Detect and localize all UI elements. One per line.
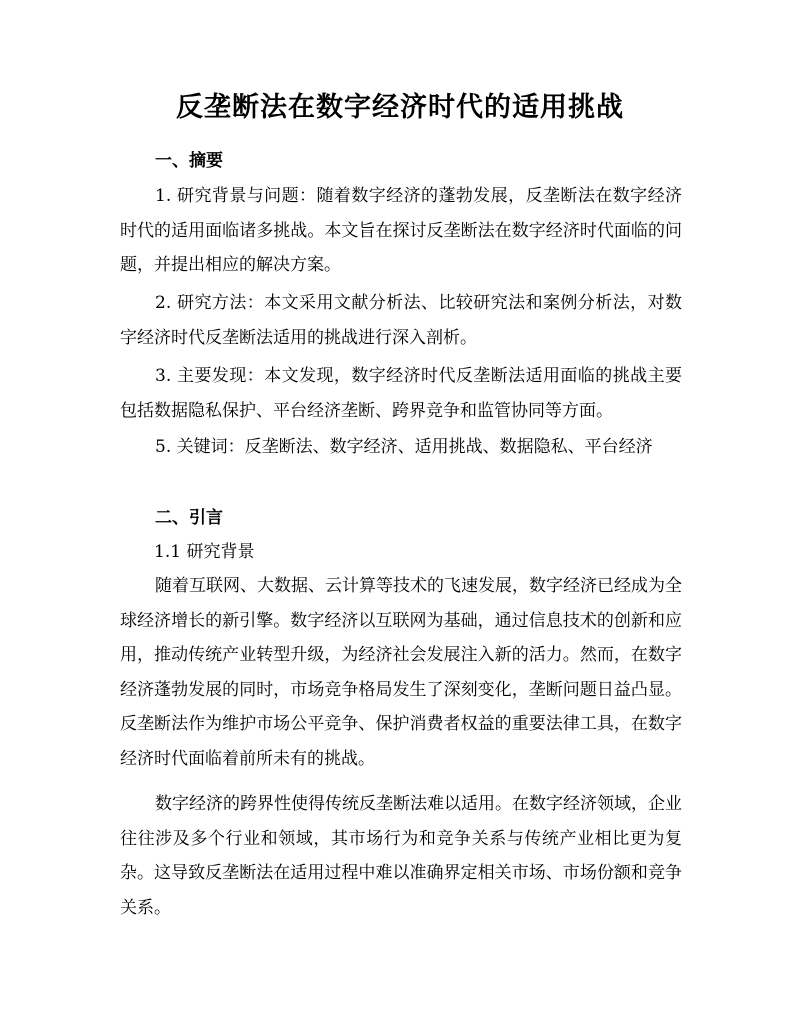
intro-paragraph-1: 随着互联网、大数据、云计算等技术的飞速发展，数字经济已经成为全球经济增长的新引擎。数字经济以互联网为基础，通过信息技术的创新和应用，推动传统产业转型升级，为经济社会发展注入新的活力。然而，在数字经济蓬勃发展的同时，市场竞争格局发生了深刻变化，垄断问题日益凸显。反垄断法作为维护市场公平竞争、保护消费者权益的重要法律工具，在数字经济时代面临着前所未有的挑战。 [120,576,682,769]
abstract-paragraph-findings: 3. 主要发现：本文发现，数字经济时代反垄断法适用面临的挑战主要包括数据隐私保护、平台经济垄断、跨界竞争和监管协同等方面。 [120,366,682,421]
document-title: 反垄断法在数字经济时代的适用挑战 [176,92,624,123]
abstract-paragraph-method: 2. 研究方法：本文采用文献分析法、比较研究法和案例分析法，对数字经济时代反垄断法适用的挑战进行深入剖析。 [120,293,682,348]
section-heading-introduction: 二、引言 [155,508,223,528]
subsection-heading-background: 1.1 研究背景 [154,542,255,562]
intro-paragraph-2: 数字经济的跨界性使得传统反垄断法难以适用。在数字经济领域，企业往往涉及多个行业和领域，其市场行为和竞争关系与传统产业相比更为复杂。这导致反垄断法在适用过程中难以准确界定相关市场、市场份额和竞争关系。 [120,794,682,918]
abstract-paragraph-keywords: 5. 关键词：反垄断法、数字经济、适用挑战、数据隐私、平台经济 [155,437,653,457]
abstract-paragraph-background: 1. 研究背景与问题：随着数字经济的蓬勃发展，反垄断法在数字经济时代的适用面临诸多挑战。本文旨在探讨反垄断法在数字经济时代面临的问题，并提出相应的解决方案。 [120,186,682,275]
section-heading-abstract: 一、摘要 [155,151,223,171]
